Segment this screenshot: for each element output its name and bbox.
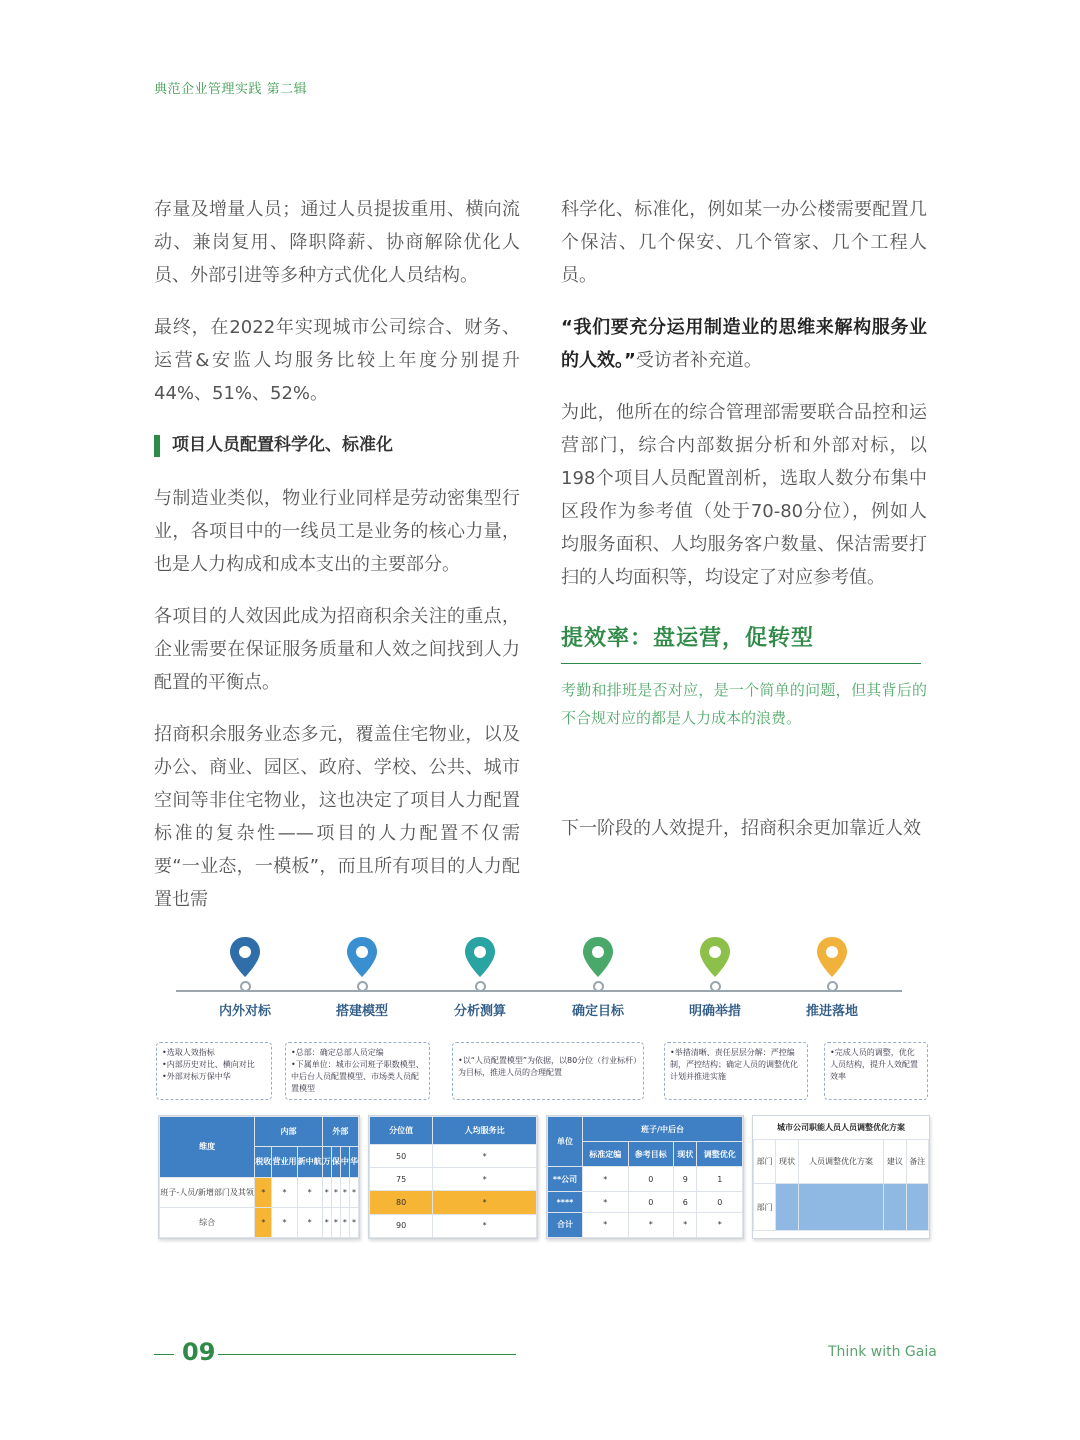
table-row	[548, 1167, 743, 1192]
table-header: 现状	[776, 1140, 798, 1184]
timeline-dot	[827, 981, 838, 992]
table-cell: 75	[370, 1168, 433, 1191]
table-header: 标准定编	[583, 1142, 629, 1167]
timeline-dot	[593, 981, 604, 992]
table-cell: *	[272, 1207, 297, 1237]
table-cell: **公司	[548, 1167, 583, 1192]
step-detail-box	[824, 1042, 928, 1100]
section-heading	[154, 429, 520, 462]
section-title: 项目人员配置科学化、标准化	[172, 435, 393, 455]
table-cell: 班子-人员/新增部门及其领	[160, 1177, 255, 1207]
detail-line: •总部：确定总部人员定编	[291, 1048, 384, 1057]
detail-line: •以“人员配置模型”为依据，以80分位（行业标杆）为目标，推进人员的合理配置	[458, 1056, 638, 1077]
timeline-dot	[240, 981, 251, 992]
paragraph: 最终，在2022年实现城市公司综合、财务、运营&安监人均服务比较上年度分别提升44%、51%、52%。	[154, 317, 520, 404]
map-pin-icon	[581, 935, 615, 979]
table-header: 营业用	[272, 1147, 297, 1177]
step-label: 搭建模型	[335, 1004, 388, 1019]
table-cell: *	[433, 1191, 537, 1214]
step-label: 内外对标	[218, 1004, 271, 1019]
step-4	[540, 935, 656, 1019]
detail-line: •下属单位：城市公司班子职数模型、中后台人员配置模型、市场类人员配置模型	[291, 1060, 424, 1093]
table-cell: 6	[674, 1192, 697, 1213]
table-cell: 0	[628, 1192, 674, 1213]
table-cell: 综合	[160, 1207, 255, 1237]
table-cell: *	[331, 1207, 340, 1237]
map-pin-icon	[463, 935, 497, 979]
paragraph: 科学化、标准化，例如某一办公楼需要配置几个保洁、几个保安、几个管家、几个工程人员。	[561, 199, 927, 286]
table-cell: *	[322, 1207, 331, 1237]
table-cell	[798, 1184, 884, 1231]
detail-line: •内部历史对比、横向对比	[162, 1060, 255, 1069]
quote-paragraph	[561, 311, 927, 377]
table-header: 班子/中后台	[583, 1117, 743, 1142]
step-2	[304, 935, 420, 1019]
target-table	[546, 1115, 744, 1239]
process-diagram	[154, 935, 930, 1245]
paragraph: 招商积余服务业态多元，覆盖住宅物业，以及办公、商业、园区、政府、学校、公共、城市空间等非住宅物业，这也决定了项目人力配置标准的复杂性——项目的人力配置不仅需要“一业态，一模板”，而且所有项目的人力配置也需	[154, 724, 520, 910]
percentile-table	[368, 1115, 538, 1239]
table-header: 华	[349, 1147, 358, 1177]
table-cell: 90	[370, 1214, 433, 1237]
table-header: 调整优化	[697, 1142, 743, 1167]
left-column	[154, 193, 520, 935]
paragraph: 各项目的人效因此成为招商积余关注的重点，企业需要在保证服务质量和人效之间找到人力配置的平衡点。	[154, 606, 520, 693]
header-title: 典范企业管理实践 第二辑	[154, 82, 308, 97]
heading-divider	[561, 663, 921, 664]
detail-line: •外部对标万保中华	[162, 1072, 231, 1081]
table-header: 分位值	[370, 1117, 433, 1145]
table-cell: *	[674, 1212, 697, 1237]
table-header: 外部	[322, 1117, 358, 1147]
benchmark-table	[158, 1115, 360, 1239]
table-cell: *	[583, 1167, 629, 1192]
table-cell: *	[255, 1207, 272, 1237]
table-cell: *	[433, 1214, 537, 1237]
table-cell	[884, 1184, 906, 1231]
timeline-dot	[475, 981, 486, 992]
page-number: 09	[182, 1338, 216, 1366]
table-cell	[906, 1184, 928, 1231]
table-header: 人均服务比	[433, 1117, 537, 1145]
table-cell: *	[433, 1144, 537, 1167]
paragraph: 下一阶段的人效提升，招商积余更加靠近人效	[561, 818, 921, 839]
map-pin-icon	[815, 935, 849, 979]
step-detail-box	[285, 1042, 430, 1100]
right-column	[561, 193, 927, 864]
table-cell: 80	[370, 1191, 433, 1214]
paragraph: 与制造业类似，物业行业同样是劳动密集型行业，各项目中的一线员工是业务的核心力量，也是人力构成和成本支出的主要部分。	[154, 488, 520, 575]
step-label: 确定目标	[571, 1004, 624, 1019]
table-header: 维度	[160, 1117, 255, 1178]
table-header: 单位	[548, 1117, 583, 1167]
table-cell: *	[322, 1177, 331, 1207]
table-row	[370, 1144, 537, 1167]
table-row	[548, 1192, 743, 1213]
table-header: 部门	[754, 1140, 776, 1184]
table-cell: *	[349, 1177, 358, 1207]
table-header: 参考目标	[628, 1142, 674, 1167]
table-cell: ****	[548, 1192, 583, 1213]
step-6	[774, 935, 890, 1019]
table-header: 备注	[906, 1140, 928, 1184]
table-cell: *	[583, 1212, 629, 1237]
table-row	[370, 1214, 537, 1237]
map-pin-icon	[345, 935, 379, 979]
step-detail-box	[664, 1042, 808, 1100]
table-cell: 0	[628, 1167, 674, 1192]
table-cell: *	[583, 1192, 629, 1213]
paragraph: 为此，他所在的综合管理部需要联合品控和运营部门，综合内部数据分析和外部对标，以198个项目人员配置剖析，选取人数分布集中区段作为参考值（处于70-80分位），例如人均服务面积、人均服务客户数量、保洁需要打扫的人均面积等，均设定了对应参考值。	[561, 402, 927, 588]
table-cell: *	[272, 1177, 297, 1207]
step-label: 明确举措	[688, 1004, 741, 1019]
step-1	[187, 935, 303, 1019]
optimization-plan-table	[752, 1115, 930, 1239]
table-cell: 50	[370, 1144, 433, 1167]
subheading: 考勤和排班是否对应，是一个简单的问题，但其背后的不合规对应的都是人力成本的浪费。	[561, 681, 927, 727]
table-header: 内部	[255, 1117, 322, 1147]
table-cell: *	[349, 1207, 358, 1237]
table-row	[160, 1207, 359, 1237]
footer-rule	[218, 1354, 516, 1355]
table-row	[370, 1191, 537, 1214]
table-cell: 部门	[754, 1184, 776, 1231]
table-cell: *	[255, 1177, 272, 1207]
chapter-heading: 提效率：盘运营，促转型	[561, 626, 815, 651]
table-header: 人员调整优化方案	[798, 1140, 884, 1184]
quote-attribution: 受访者补充道。	[635, 350, 762, 371]
map-pin-icon	[228, 935, 262, 979]
table-cell: *	[433, 1168, 537, 1191]
table-row	[754, 1184, 929, 1231]
step-3	[422, 935, 538, 1019]
table-cell: *	[297, 1177, 322, 1207]
table-row	[160, 1177, 359, 1207]
step-detail-box	[156, 1042, 272, 1100]
detail-line: •选取人效指标	[162, 1048, 215, 1057]
table-row	[548, 1212, 743, 1237]
timeline-dot	[357, 981, 368, 992]
table-cell: *	[340, 1207, 349, 1237]
table-cell: 0	[697, 1192, 743, 1213]
table-header: 建议	[884, 1140, 906, 1184]
table-cell	[776, 1184, 798, 1231]
table-header: 税收	[255, 1147, 272, 1177]
footer-rule	[154, 1354, 174, 1355]
quote: “我们要充分运用制造业的思维来解构服务业的人效。”	[561, 317, 927, 371]
step-detail-box	[452, 1042, 644, 1100]
table-title: 城市公司职能人员人员调整优化方案	[777, 1123, 905, 1132]
table-cell: *	[628, 1212, 674, 1237]
table-cell: *	[340, 1177, 349, 1207]
timeline-dot	[710, 981, 721, 992]
table-cell: 合计	[548, 1212, 583, 1237]
table-header: 中	[340, 1147, 349, 1177]
step-label: 推进落地	[805, 1004, 858, 1019]
paragraph: 存量及增量人员；通过人员提拔重用、横向流动、兼岗复用、降职降薪、协商解除优化人员、外部引进等多种方式优化人员结构。	[154, 199, 520, 286]
table-cell: 9	[674, 1167, 697, 1192]
table-row	[370, 1168, 537, 1191]
step-label: 分析测算	[453, 1004, 506, 1019]
table-header: 保	[331, 1147, 340, 1177]
detail-line: •举措清晰、责任层层分解：严控编制，严控结构；确定人员的调整优化计划并推进实施	[670, 1048, 798, 1081]
table-header: 现状	[674, 1142, 697, 1167]
detail-line: •完成人员的调整，优化人员结构，提升人效配置效率	[830, 1048, 918, 1081]
map-pin-icon	[698, 935, 732, 979]
table-header: 新中航	[297, 1147, 322, 1177]
section-marker	[154, 435, 160, 457]
table-cell: *	[697, 1212, 743, 1237]
footer-tagline: Think with Gaia	[828, 1344, 937, 1360]
table-header: 万	[322, 1147, 331, 1177]
table-cell: *	[331, 1177, 340, 1207]
step-5	[657, 935, 773, 1019]
table-cell: *	[297, 1207, 322, 1237]
table-cell: 1	[697, 1167, 743, 1192]
